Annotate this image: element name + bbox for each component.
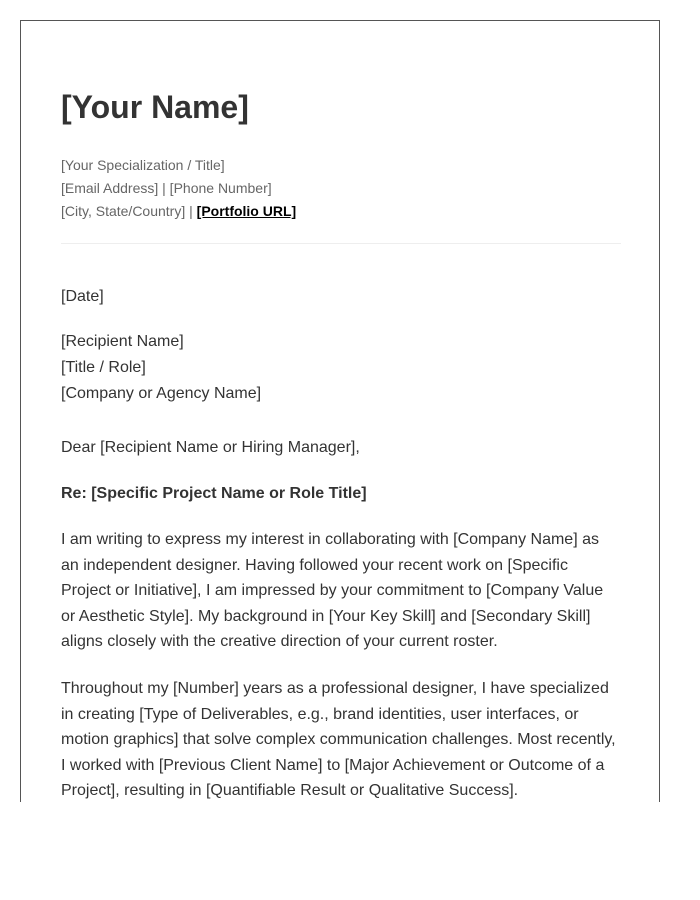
portfolio-link[interactable]: [Portfolio URL] (196, 203, 297, 219)
recipient-block (61, 329, 261, 407)
sender-location-line (61, 200, 296, 223)
header-divider (61, 243, 621, 244)
contact-block (61, 154, 296, 223)
sender-location: [City, State/Country] | (61, 203, 197, 219)
sender-name: [Your Name] (61, 89, 249, 125)
body-paragraph-1: I am writing to express my interest in collaborating with [Company Name] as an independent designer. Having followed your recent work on [Specific Project or Initiative], I am impressed by your commitment to [Company Value or Aesthetic Style]. My background in [Your Key Skill] and [Secondary Skill] aligns closely with the creative direction of your current roster. (61, 531, 604, 651)
document-page (20, 20, 660, 802)
recipient-title: [Title / Role] (61, 359, 146, 376)
sender-email-phone: [Email Address] | [Phone Number] (61, 180, 272, 196)
recipient-name: [Recipient Name] (61, 333, 184, 350)
letter-date: [Date] (61, 288, 104, 305)
subject-line: Re: [Specific Project Name or Role Title] (61, 485, 367, 502)
recipient-company: [Company or Agency Name] (61, 385, 262, 402)
body-paragraph-2: Throughout my [Number] years as a professional designer, I have specialized in creating [Type of Deliverables, e.g., brand identities, user interfaces, or motion graphics] that solve complex communication challenges. Most recently, I worked with [Previous Client Name] to [Major Achievement or Outcome of a Project], resulting in [Quantifiable Result or Qualitative Success]. (61, 680, 616, 800)
salutation: Dear [Recipient Name or Hiring Manager], (61, 439, 360, 456)
sender-specialization: [Your Specialization / Title] (61, 157, 225, 173)
